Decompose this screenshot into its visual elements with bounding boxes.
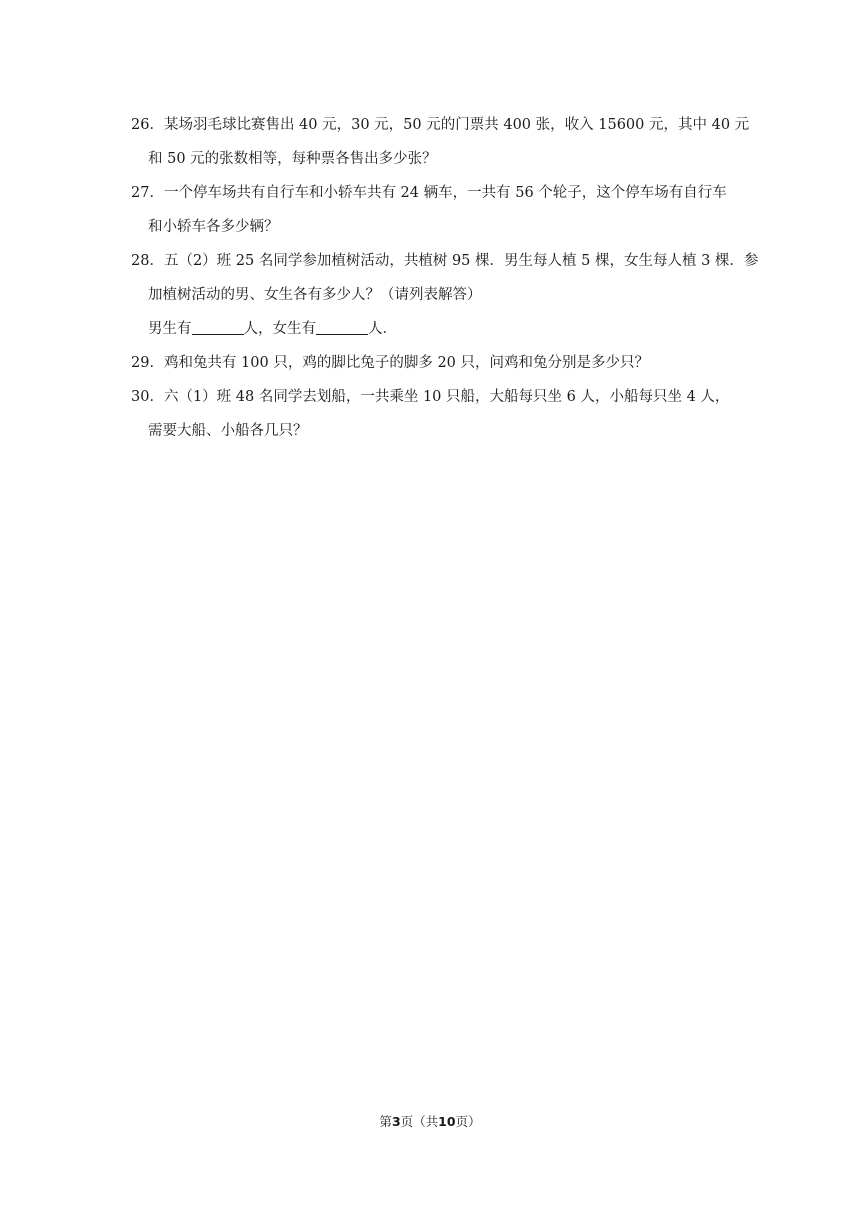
answer-label-end: 人． [368,321,397,337]
question-text: 五（2）班 25 名同学参加植树活动，共植树 95 棵．男生每人植 5 棵，女生每人植 3 棵．参 [163,253,759,269]
answer-label-boys: 男生有 [148,321,192,337]
question-number: 27． [131,185,164,201]
question-text: 一个停车场共有自行车和小轿车共有 24 辆车，一共有 56 个轮子，这个停车场有自行车 [163,185,727,201]
question-list [131,108,759,448]
answer-label-girls: 人，女生有 [243,321,316,337]
question-30 [131,380,741,448]
question-text-continued: 和 50 元的张数相等，每种票各售出多少张？ [148,151,437,167]
question-text-continued: 加植树活动的男、女生各有多少人？（请列表解答） [148,287,482,303]
question-26 [131,108,750,176]
question-27 [131,176,741,244]
question-number: 30． [131,389,164,405]
question-text: 某场羽毛球比赛售出 40 元，30 元，50 元的门票共 400 张，收入 15600 元，其中 40 元 [163,117,750,133]
answer-blank-boys[interactable] [192,318,244,335]
question-text: 六（1）班 48 名同学去划船，一共乘坐 10 只船，大船每只坐 6 人，小船每只坐 4 人， [163,389,730,405]
total-page-count: 10 [438,1114,456,1129]
question-29 [131,346,741,380]
question-28 [131,244,759,346]
question-number: 28． [131,253,164,269]
current-page-number: 3 [391,1114,401,1129]
question-number: 29． [131,355,164,371]
question-number: 26． [131,117,164,133]
question-text-continued: 和小轿车各多少辆？ [148,219,279,235]
answer-line [131,312,741,346]
question-text-continued: 需要大船、小船各几只？ [148,423,308,439]
answer-blank-girls[interactable] [316,318,368,335]
question-text: 鸡和兔共有 100 只，鸡的脚比兔子的脚多 20 只，问鸡和兔分别是多少只？ [163,355,650,371]
page-footer: 第3页（共10页） [379,1114,481,1129]
